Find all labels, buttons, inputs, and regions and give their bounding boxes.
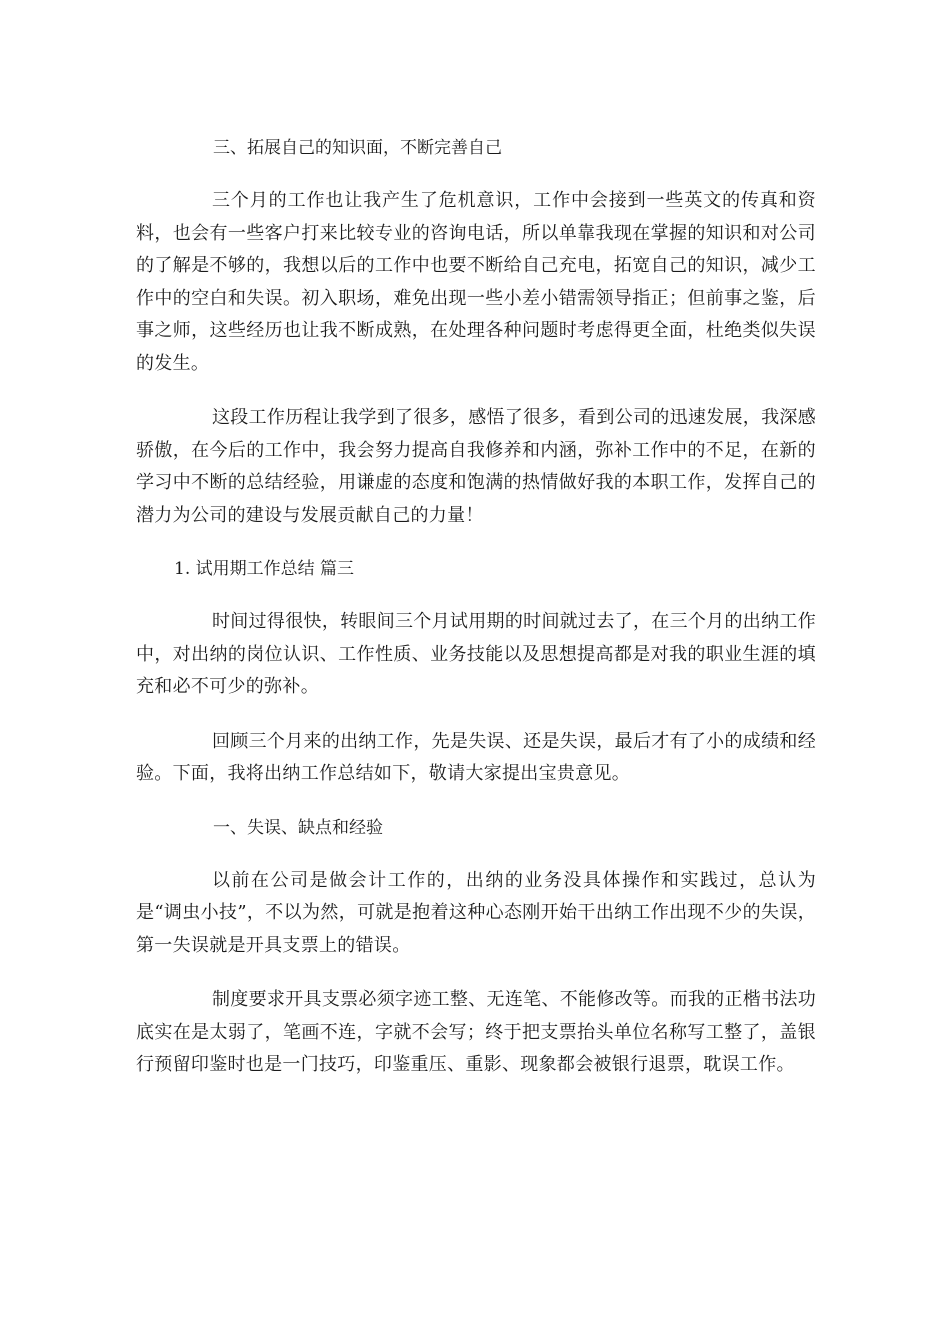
article-title-part-three: 1. 试用期工作总结 篇三 (174, 559, 355, 579)
document-page (136, 130, 816, 1082)
paragraph-previous-accounting: 以前在公司是做会计工作的，出纳的业务没具体操作和实践过，总认为是“调虫小技”，不以为然，可就是抱着这种心态刚开始干出纳工作出现不少的失误，第一失误就是开具支票上的错误。 (136, 869, 816, 956)
paragraph-crisis-awareness: 三个月的工作也让我产生了危机意识，工作中会接到一些英文的传真和资料，也会有一些客户打来比较专业的咨询电话，所以单靠我现在掌握的知识和对公司的了解是不够的，我想以后的工作中也要不断给自己充电，拓宽自己的知识，减少工作中的空白和失误。初入职场，难免出现一些小差小错需领导指正；但前事之鉴，后事之师，这些经历也让我不断成熟，在处理各种问题时考虑得更全面，杜绝类似失误的发生。 (136, 190, 816, 374)
section-heading-expand-knowledge: 三、拓展自己的知识面，不断完善自己 (213, 138, 502, 158)
paragraph-time-flies: 时间过得很快，转眼间三个月试用期的时间就过去了，在三个月的出纳工作中，对出纳的岗位认识、工作性质、业务技能以及思想提高都是对我的职业生涯的填充和必不可少的弥补。 (136, 611, 816, 697)
paragraph-learned-much: 这段工作历程让我学到了很多，感悟了很多，看到公司的迅速发展，我深感骄傲，在今后的工作中，我会努力提高自我修养和内涵，弥补工作中的不足，在新的学习中不断的总结经验，用谦虚的态度和饱满的热情做好我的本职工作，发挥自己的潜力为公司的建设与发展贡献自己的力量！ (136, 407, 816, 526)
paragraph-review: 回顾三个月来的出纳工作，先是失误、还是失误，最后才有了小的成绩和经验。下面，我将出纳工作总结如下，敬请大家提出宝贵意见。 (136, 730, 816, 784)
section-heading-mistakes: 一、失误、缺点和经验 (213, 817, 383, 838)
paragraph-check-requirements: 制度要求开具支票必须字迹工整、无连笔、不能修改等。而我的正楷书法功底实在是太弱了，笔画不连，字就不会写；终于把支票抬头单位名称写工整了，盖银行预留印鉴时也是一门技巧，印鉴重压、重影、现象都会被银行退票，耽误工作。 (136, 989, 816, 1075)
